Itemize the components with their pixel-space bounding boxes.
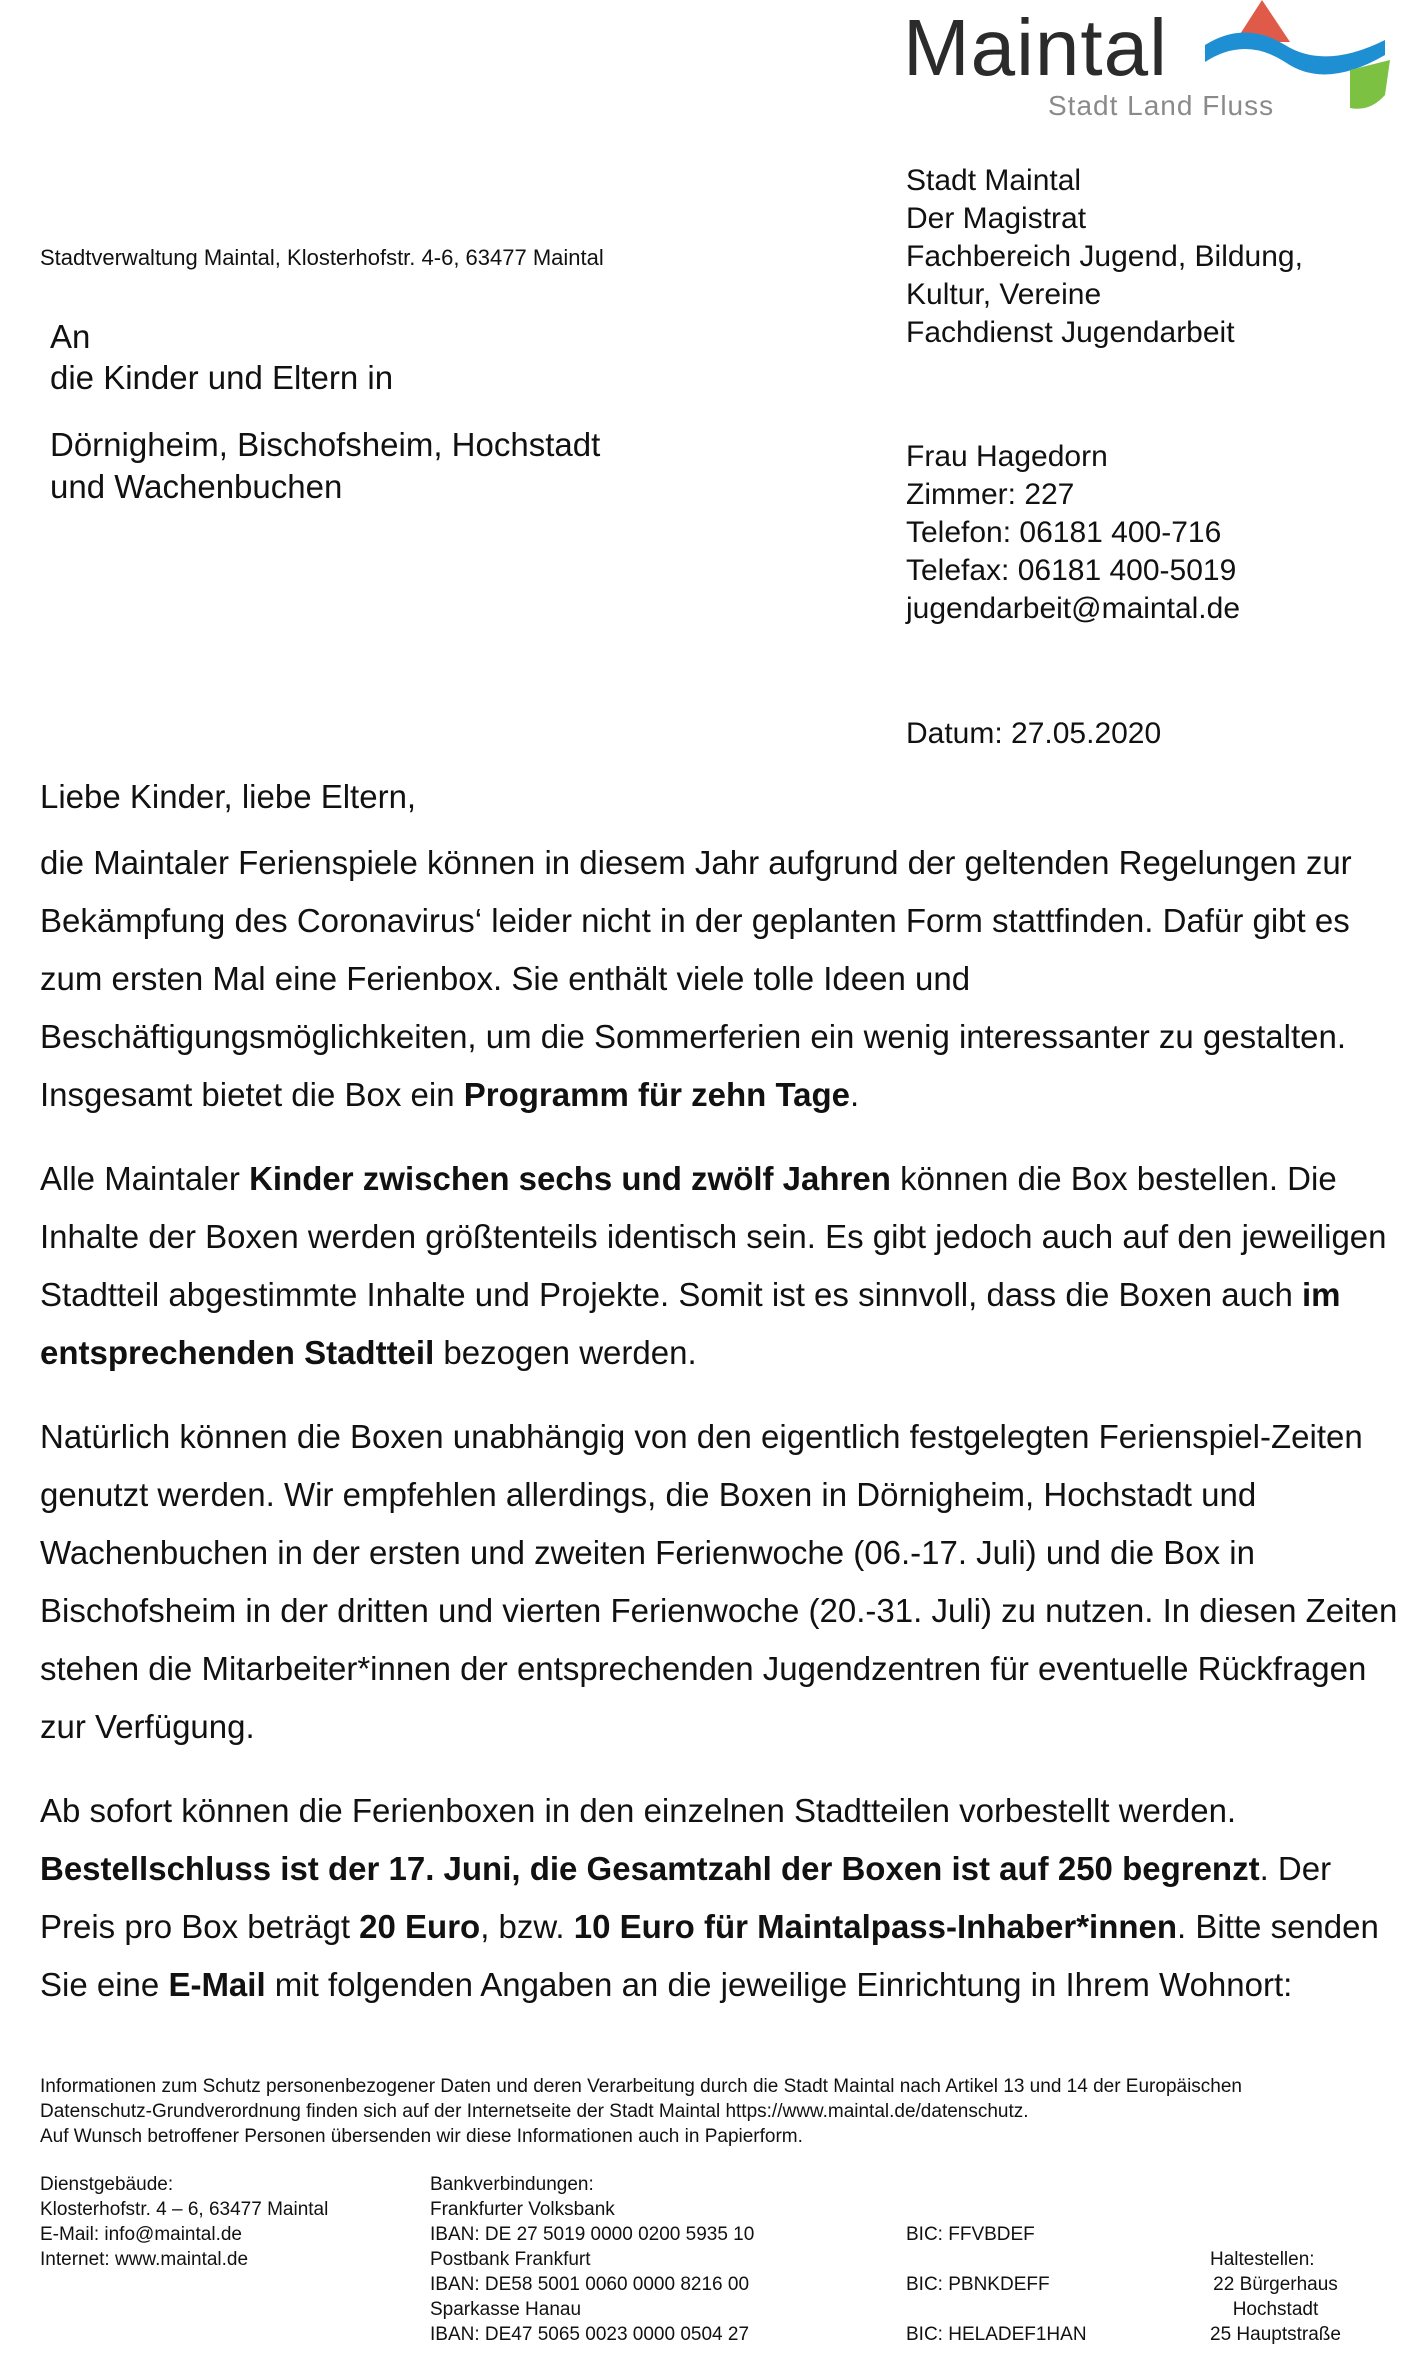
office-line: Kultur, Vereine — [906, 278, 1102, 311]
footer-bic-3: BIC: HELADEF1HAN — [906, 2324, 1087, 2345]
paragraph-line: Inhalte der Boxen werden größtenteils identisch sein. Es gibt jedoch auch auf den jeweiligen — [40, 1218, 1387, 1255]
footer-bic-1: BIC: FFVBDEF — [906, 2224, 1035, 2245]
paragraph-line: entsprechenden Stadtteil bezogen werden. — [40, 1334, 697, 1371]
contact-email: jugendarbeit@maintal.de — [906, 592, 1240, 625]
office-line: Fachdienst Jugendarbeit — [906, 316, 1235, 349]
contact-name: Frau Hagedorn — [906, 440, 1108, 473]
footer-building-address: Klosterhofstr. 4 – 6, 63477 Maintal — [40, 2199, 329, 2220]
paragraph-line: Natürlich können die Boxen unabhängig von den eigentlich festgelegten Ferienspiel-Zeiten — [40, 1418, 1363, 1455]
paragraph-line: Wachenbuchen in der ersten und zweiten Ferienwoche (06.-17. Juli) und die Box in — [40, 1534, 1255, 1571]
footer-stop: 22 Bürgerhaus — [1213, 2274, 1338, 2295]
paragraph-line: die Maintaler Ferienspiele können in diesem Jahr aufgrund der geltenden Regelungen zur — [40, 844, 1352, 881]
recipient-line: An — [50, 318, 91, 355]
paragraph-line: stehen die Mitarbeiter*innen der entsprechenden Jugendzentren für eventuelle Rückfragen — [40, 1650, 1367, 1687]
logo-mark — [1200, 0, 1390, 120]
paragraph-line: Stadtteil abgestimmte Inhalte und Projekte. Somit ist es sinnvoll, dass die Boxen auch im — [40, 1276, 1341, 1313]
paragraph-line: genutzt werden. Wir empfehlen allerdings, die Boxen in Dörnigheim, Hochstadt und — [40, 1476, 1257, 1513]
paragraph-line: Insgesamt bietet die Box ein Programm für zehn Tage. — [40, 1076, 860, 1113]
footer-email: E-Mail: info@maintal.de — [40, 2224, 242, 2245]
paragraph-line: Bischofsheim in der dritten und vierten Ferienwoche (20.-31. Juli) zu nutzen. In diesen Zeiten — [40, 1592, 1398, 1629]
paragraph-line: Sie eine E-Mail mit folgenden Angaben an die jeweilige Einrichtung in Ihrem Wohnort: — [40, 1966, 1293, 2003]
footer-bank-label: Bankverbindungen: — [430, 2174, 594, 2195]
footer-stop: 25 Hauptstraße — [1210, 2324, 1341, 2345]
office-line: Der Magistrat — [906, 202, 1087, 235]
office-line: Fachbereich Jugend, Bildung, — [906, 240, 1303, 273]
paragraph-line: Bekämpfung des Coronavirus‘ leider nicht in der geplanten Form stattfinden. Dafür gibt es — [40, 902, 1350, 939]
footer-bank-name: Sparkasse Hanau — [430, 2299, 582, 2320]
footer-privacy-line: Datenschutz-Grundverordnung finden sich auf der Internetseite der Stadt Maintal https://www.maintal.de/datenschutz. — [40, 2101, 1029, 2122]
footer-internet: Internet: www.maintal.de — [40, 2249, 249, 2270]
footer-stops-column — [1210, 2247, 1341, 2347]
contact-room: Zimmer: 227 — [906, 478, 1075, 511]
recipient-line: Dörnigheim, Bischofsheim, Hochstadt — [50, 426, 601, 463]
paragraph-line: Bestellschluss ist der 17. Juni, die Gesamtzahl der Boxen ist auf 250 begrenzt. Der — [40, 1850, 1332, 1887]
footer-bank-iban: IBAN: DE 27 5019 0000 0200 5935 10 — [430, 2224, 755, 2245]
salutation: Liebe Kinder, liebe Eltern, — [40, 778, 417, 815]
footer-bank-name: Frankfurter Volksbank — [430, 2199, 615, 2220]
footer-building-label: Dienstgebäude: — [40, 2174, 174, 2195]
paragraph-line: Alle Maintaler Kinder zwischen sechs und zwölf Jahren können die Box bestellen. Die — [40, 1160, 1337, 1197]
footer-stop: Hochstadt — [1232, 2299, 1319, 2320]
footer-bank-iban: IBAN: DE47 5065 0023 0000 0504 27 — [430, 2324, 750, 2345]
logo-tagline: Stadt Land Fluss — [1048, 90, 1275, 121]
logo-wordmark: Maintal — [903, 3, 1168, 92]
footer-privacy-line: Informationen zum Schutz personenbezogener Daten und deren Verarbeitung durch die Stadt Maintal nach Artikel 13 und 14 der Europäischen — [40, 2076, 1243, 2097]
paragraph-line: zum ersten Mal eine Ferienbox. Sie enthält viele tolle Ideen und — [40, 960, 971, 997]
recipient-line: und Wachenbuchen — [50, 468, 343, 505]
sender-address-line: Stadtverwaltung Maintal, Klosterhofstr. 4-6, 63477 Maintal — [40, 245, 604, 270]
paragraph-line: zur Verfügung. — [40, 1708, 255, 1745]
footer-bank-name: Postbank Frankfurt — [430, 2249, 591, 2270]
footer-stops-label: Haltestellen: — [1210, 2249, 1315, 2270]
footer-bank-column — [430, 2172, 754, 2347]
contact-phone: Telefon: 06181 400-716 — [906, 516, 1222, 549]
contact-fax: Telefax: 06181 400-5019 — [906, 554, 1237, 587]
footer-bank-iban: IBAN: DE58 5001 0060 0000 8216 00 — [430, 2274, 750, 2295]
recipient-line: die Kinder und Eltern in — [50, 359, 394, 396]
paragraph-line: Preis pro Box beträgt 20 Euro, bzw. 10 Euro für Maintalpass-Inhaber*innen. Bitte senden — [40, 1908, 1379, 1945]
footer-privacy-notice — [40, 2074, 1410, 2149]
footer-bic-2: BIC: PBNKDEFF — [906, 2274, 1050, 2295]
footer-building-column — [40, 2172, 328, 2272]
office-line: Stadt Maintal — [906, 164, 1082, 197]
letter-date: Datum: 27.05.2020 — [906, 717, 1162, 750]
paragraph-line: Beschäftigungsmöglichkeiten, um die Sommerferien ein wenig interessanter zu gestalten. — [40, 1018, 1347, 1055]
footer-privacy-line: Auf Wunsch betroffener Personen übersenden wir diese Informationen auch in Papierform. — [40, 2126, 803, 2147]
paragraph-line: Ab sofort können die Ferienboxen in den einzelnen Stadtteilen vorbestellt werden. — [40, 1792, 1237, 1829]
